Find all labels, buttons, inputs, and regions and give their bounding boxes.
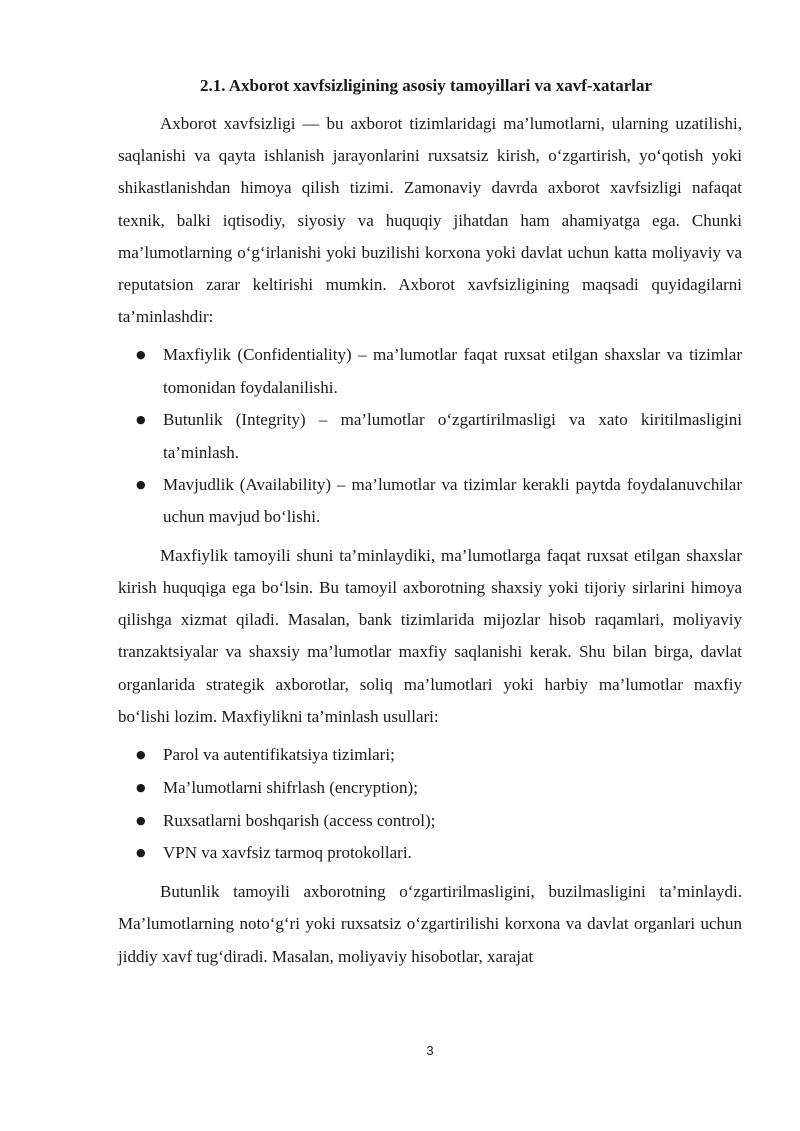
list-item: ● Parol va autentifikatsiya tizimlari; <box>118 739 742 772</box>
list-item: ● Maxfiylik (Confidentiality) – ma’lumotlar faqat ruxsat etilgan shaxslar va tizimlar tomonidan foydalanilishi. <box>118 339 742 404</box>
list-item: ● VPN va xavfsiz tarmoq protokollari. <box>118 837 742 870</box>
page-content <box>118 74 742 973</box>
confidentiality-paragraph: Maxfiylik tamoyili shuni ta’minlaydiki, ma’lumotlarga faqat ruxsat etilgan shaxslar kirish huquqiga ega bo‘lsin. Bu tamoyil axborotning shaxsiy yoki tijoriy sirlarini himoya qilishga xizmat qiladi. Masalan, bank tizimlarida mijozlar hisob raqamlari, moliyaviy tranzaktsiyalar va shaxsiy ma’lumotlar maxfiy saqlanishi kerak. Shu bilan birga, davlat organlarida strategik axborotlar, soliq ma’lumotlari yoki harbiy ma’lumotlar maxfiy bo‘lishi lozim. Maxfiylikni ta’minlash usullari: <box>118 545 742 726</box>
intro-paragraph: Axborot xavfsizligi — bu axborot tizimlaridagi ma’lumotlarni, ularning uzatilishi, saqlanishi va qayta ishlanish jarayonlarini ruxsatsiz kirish, o‘zgartirish, yo‘qotish yoki shikastlanishdan himoya qilish tizimi. Zamonaviy davrda axborot xavfsizligi nafaqat texnik, balki iqtisodiy, siyosiy va huquqiy jihatdan ham ahamiyatga ega. Chunki ma’lumotlarning o‘g‘irlanishi yoki buzilishi korxona yoki davlat uchun katta moliyaviy va reputatsion zarar keltirishi mumkin. Axborot xavfsizligining maqsadi quyidagilarni ta’minlashdir: <box>118 114 742 327</box>
list-item: ● Ruxsatlarni boshqarish (access control); <box>118 805 742 838</box>
principles-list <box>118 339 742 533</box>
integrity-paragraph: Butunlik tamoyili axborotning o‘zgartirilmasligini, buzilmasligini ta’minlaydi. Ma’lumotlarning noto‘g‘ri yoki ruxsatsiz o‘zgartirilishi korxona va davlat organlari uchun jiddiy xavf tug‘diradi. Masalan, moliyaviy hisobotlar, xarajat <box>118 882 742 966</box>
section-heading: 2.1. Axborot xavfsizligining asosiy tamoyillari va xavf-xatarlar <box>199 76 653 95</box>
page-number: 3 <box>426 1043 434 1058</box>
list-item: ● Ma’lumotlarni shifrlash (encryption); <box>118 772 742 805</box>
list-item: ● Butunlik (Integrity) – ma’lumotlar o‘zgartirilmasligi va xato kiritilmasligini ta’minlash. <box>118 404 742 469</box>
list-item: ● Mavjudlik (Availability) – ma’lumotlar va tizimlar kerakli paytda foydalanuvchilar uchun mavjud bo‘lishi. <box>118 469 742 534</box>
methods-list <box>118 739 742 870</box>
